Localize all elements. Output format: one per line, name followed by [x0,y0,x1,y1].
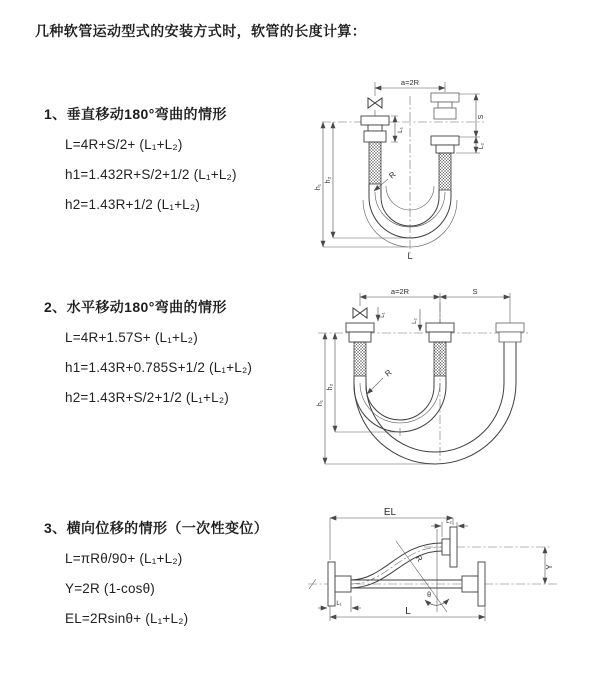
theta-label: θ [427,592,431,599]
dim-label-s: S [472,287,478,296]
radius-label: R [383,367,394,379]
dimensions [315,78,485,261]
right-fitting-raised-position [431,93,459,119]
right-lower-flange [462,562,485,606]
dim-label-s: S [478,114,485,120]
dim-label-el: EL [383,507,397,518]
right-fitting-moved-position [496,323,524,342]
dim-label-l1: L₁ [380,312,386,318]
middle-fitting [426,323,454,376]
valve-icon [353,308,367,318]
section-3 [44,520,268,626]
formula-s1-h2: h2=1.43R+1/2 (L₁+L₂) [65,197,201,212]
formula-s1-L: L=4R+S/2+ (L₁+L₂) [65,137,183,152]
dim-label-h2: h₂ [325,176,332,184]
left-fitting [346,323,374,376]
centerlines [322,96,484,255]
left-flange [328,562,351,606]
formula-s3-Y: Y=2R (1-cosθ) [65,581,156,596]
hose-u-bend [354,376,446,436]
dim-label-l2: L₂ [412,318,418,324]
right-fitting [431,136,459,190]
length-label: L [407,251,413,261]
section-2 [44,299,252,405]
formula-s3-EL: EL=2Rsinθ+ (L₁+L₂) [65,611,189,626]
dim-label-y: Y [545,564,554,570]
dim-label-l: L [405,606,411,617]
diagram-lateral-displacement [300,505,600,640]
radius-label: R [387,169,398,181]
dim-label-h1: h₁ [317,399,324,407]
formula-s2-h2: h2=1.43R+S/2+1/2 (L₁+L₂) [65,390,229,405]
angle-construction [396,529,449,612]
dim-label-a2r: a=2R [400,78,420,87]
diagram-horizontal-180-bend [310,283,595,468]
braided-hose-section [439,153,451,190]
dim-label-h2: h₂ [327,383,334,391]
dim-label-l2: L₂ [446,519,452,525]
braided-hose-section [434,342,446,376]
upper-flange [442,527,457,567]
formula-s2-L: L=4R+1.57S+ (L₁+L₂) [65,330,198,345]
dimensions [317,287,510,464]
braided-hose-section [369,142,381,184]
diagram-vertical-180-bend [310,72,595,262]
section-2-heading: 2、水平移动180°弯曲的情形 [44,299,227,315]
formula-s3-L: L=πRθ/90+ (L₁+L₂) [65,551,183,566]
section-3-heading: 3、横向位移的情形（一次性变位） [44,520,269,536]
left-fitting [361,116,389,184]
dim-label-a2r: a=2R [390,287,410,296]
dim-label-h1: h₁ [315,183,322,191]
dim-label-l1: L₁ [397,127,404,133]
formula-s1-h1: h1=1.432R+S/2+1/2 (L₁+L₂) [65,167,237,182]
valve-icon [368,98,382,108]
braided-hose-section [354,342,366,376]
dimensions [318,507,554,621]
section-1-heading: 1、垂直移动180°弯曲的情形 [44,106,227,122]
formula-s2-h1: h1=1.43R+0.785S+1/2 (L₁+L₂) [65,360,253,375]
dim-label-l2: L₂ [478,142,485,150]
hose-s-curve [351,543,442,588]
page-title: 几种软管运动型式的安装方式时，软管的长度计算： [35,23,367,39]
section-1 [44,106,237,212]
dim-label-l1: L₁ [336,601,342,607]
radius-label: R [413,553,425,564]
